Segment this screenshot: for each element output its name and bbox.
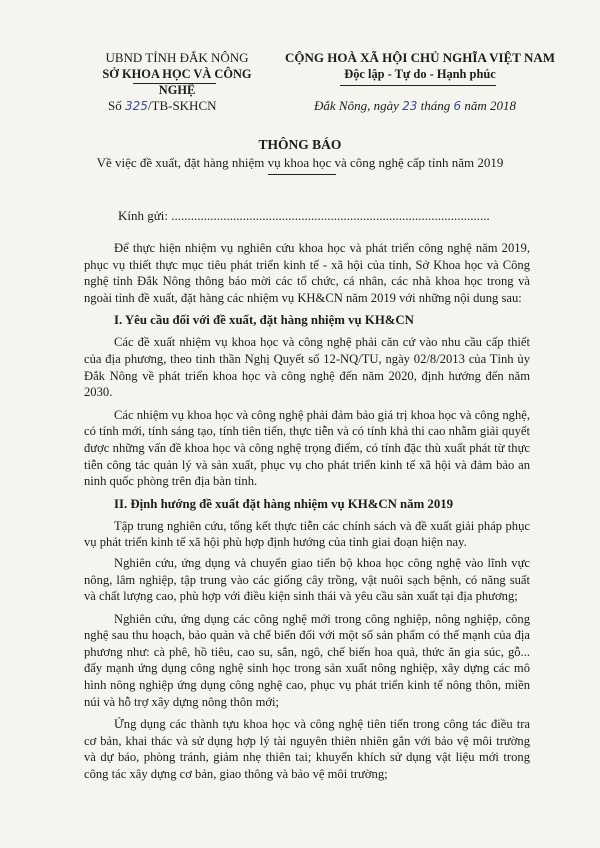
section-1-paragraph-1: Các đề xuất nhiệm vụ khoa học và công nghệ phải căn cứ vào nhu cầu cấp thiết của địa phương, theo tinh thần Nghị Quyết số 12-NQ/TU, ngày 02/8/2013 của Tỉnh ủy Đắk Nông về phát triển khoa học và công nghệ đến năm 2020, định hướng đến năm 2030. <box>84 335 530 400</box>
agency-name: SỞ KHOA HỌC VÀ CÔNG NGHỆ <box>102 67 252 97</box>
section-2-heading: II. Định hướng đề xuất đặt hàng nhiệm vụ KH&CN năm 2019 <box>114 496 454 511</box>
intro-paragraph: Để thực hiện nhiệm vụ nghiên cứu khoa học và phát triển công nghệ năm 2019, phục vụ thiết thực mục tiêu phát triển kinh tế - xã hội của tỉnh, Sở Khoa học và Công nghệ tỉnh Đắk Nông thông báo mời các tổ chức, cá nhân, các nhà khoa học trong và ngoài tỉnh đề xuất, đặt hàng các nhiệm vụ KH&CN năm 2019 với những nội dung sau: <box>84 241 530 305</box>
section-2-paragraph-2: Nghiên cứu, ứng dụng và chuyển giao tiến bộ khoa học công nghệ vào lĩnh vực nông, lâm nghiệp, tập trung vào các giống cây trồng, vật nuôi sạch bệnh, có năng suất và chất lượng cao, phù hợp với điều kiện sinh thái và yêu cầu sản xuất tại địa phương; <box>84 555 530 604</box>
subtitle-underline <box>268 174 336 175</box>
document-body <box>84 240 530 789</box>
recipient-line: Kính gửi: .................................................................................................. <box>118 208 490 223</box>
place-date <box>314 98 516 114</box>
national-title: CỘNG HOÀ XÃ HỘI CHỦ NGHĨA VIỆT NAM <box>284 50 556 65</box>
document-number-prefix: Số <box>108 98 125 113</box>
document-number-suffix: /TB-SKHCN <box>147 98 217 113</box>
agency-parent: UBND TỈNH ĐẮK NÔNG <box>105 50 249 65</box>
place-date-part1: Đắk Nông, ngày <box>314 98 403 113</box>
document-title: THÔNG BÁO <box>258 137 342 152</box>
motto-underline <box>340 85 496 86</box>
document-subtitle: Về việc đề xuất, đặt hàng nhiệm vụ khoa học và công nghệ cấp tỉnh năm 2019 <box>96 155 504 170</box>
section-1-heading: I. Yêu cầu đối với đề xuất, đặt hàng nhiệm vụ KH&CN <box>114 313 414 328</box>
place-date-part3: năm 2018 <box>461 98 517 113</box>
date-day-handwritten: 23 <box>402 99 418 113</box>
section-2-paragraph-4: Ứng dụng các thành tựu khoa học và công nghệ tiên tiến trong công tác điều tra cơ bản, khai thác và sử dụng hợp lý tài nguyên thiên nhiên gắn với bảo vệ môi trường và dự báo, phòng tránh, giảm nhẹ thiên tai; khuyến khích sử dụng vật liệu mới trong công tác xây dựng cơ bản, giao thông và bảo vệ môi trường; <box>84 717 530 782</box>
section-2-paragraph-3: Nghiên cứu, ứng dụng các công nghệ mới trong công nghiệp, nông nghiệp, công nghệ sau thu hoạch, bảo quản và chế biến đối với một số sản phẩm có thế mạnh của địa phương như: cà phê, hồ tiêu, cao su, sắn, ngô, chế biến hoa quả, thức ăn gia súc, gỗ... đẩy mạnh ứng dụng công nghệ sinh học trong sản xuất nông nghiệp, xây dựng các mô hình nông nghiệp ứng dụng công nghệ cao, phục vụ phát triển kinh tế nông thôn, miền núi và hỗ trợ xây dựng nông thôn mới; <box>84 611 530 709</box>
section-1-paragraph-2: Các nhiệm vụ khoa học và công nghệ phải đảm bảo giá trị khoa học và công nghệ, có tính mới, tính sáng tạo, tính tiên tiến, thực tiễn và có tính khả thi cao nhằm giải quyết được những vấn đề khoa học và công nghệ trọng điểm, có tính đặc thù xuất phát từ thực tiễn công tác quản lý và sản xuất, phục vụ cho phát triển kinh tế xã hội và đảm bảo an ninh quốc phòng trên địa bàn tỉnh. <box>84 407 530 489</box>
place-date-part2: tháng <box>417 98 454 113</box>
agency-header <box>92 50 262 98</box>
date-month-handwritten: 6 <box>453 99 462 113</box>
agency-underline <box>133 83 216 84</box>
section-2-paragraph-1: Tập trung nghiên cứu, tổng kết thực tiễn các chính sách và đề xuất giải pháp phục vụ phát triển kinh tế xã hội phù hợp định hướng của tỉnh giai đoạn hiện nay. <box>84 518 530 550</box>
national-header <box>270 50 570 82</box>
national-motto: Độc lập - Tự do - Hạnh phúc <box>344 67 496 81</box>
document-number <box>108 98 217 114</box>
document-number-handwritten: 325 <box>124 99 148 113</box>
